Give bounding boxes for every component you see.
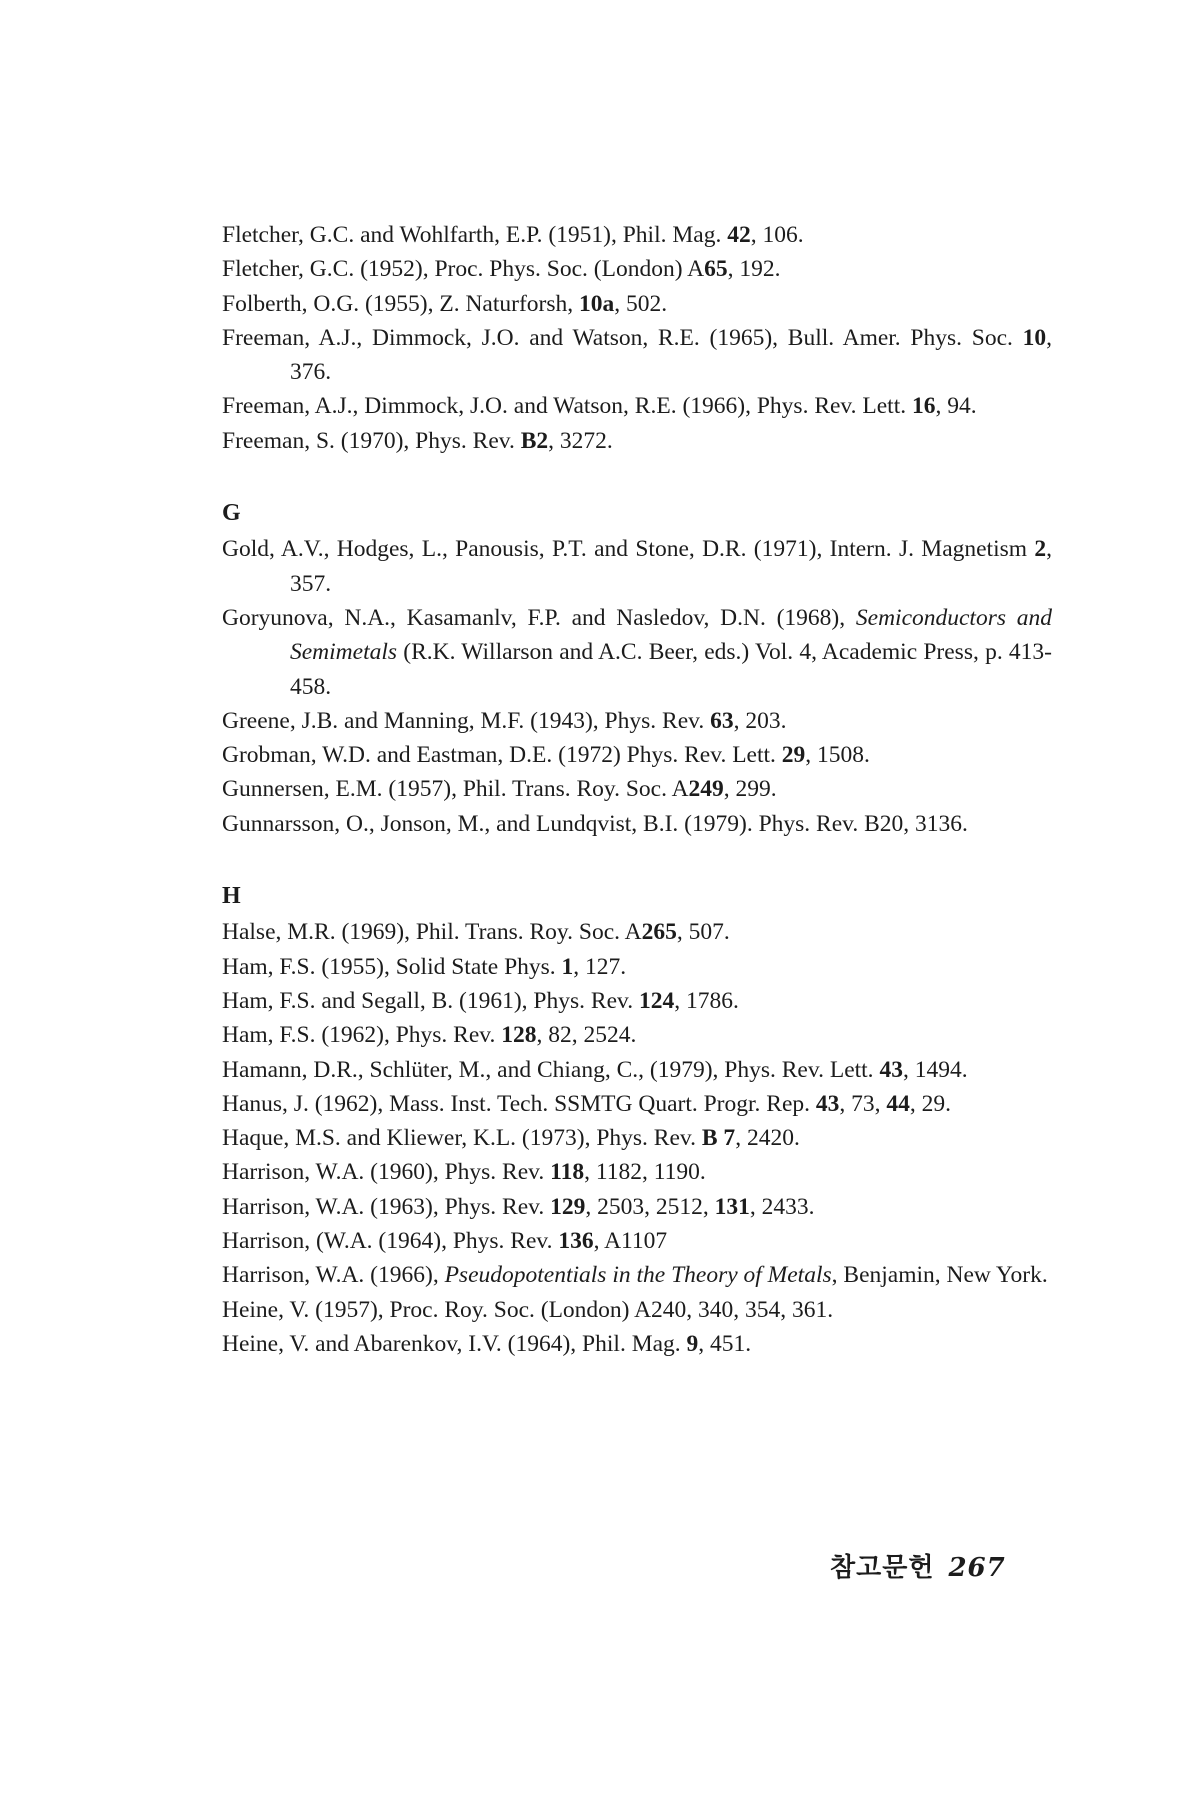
reference-entry: Fletcher, G.C. and Wohlfarth, E.P. (1951), Phil. Mag. 42, 106. bbox=[222, 222, 804, 248]
reference-entry: Harrison, W.A. (1966), Pseudopotentials in the Theory of Metals, Benjamin, New York. bbox=[222, 1262, 1048, 1289]
reference-entry: Freeman, A.J., Dimmock, J.O. and Watson, R.E. (1966), Phys. Rev. Lett. 16, 94. bbox=[222, 393, 977, 420]
references-section-h bbox=[222, 915, 1052, 1361]
references-section-g bbox=[222, 532, 1052, 841]
reference-entry: Fletcher, G.C. (1952), Proc. Phys. Soc. (London) A65, 192. bbox=[222, 256, 781, 283]
reference-entry: Heine, V. and Abarenkov, I.V. (1964), Phil. Mag. 9, 451. bbox=[222, 1330, 752, 1357]
reference-entry: Harrison, W.A. (1960), Phys. Rev. 118, 1182, 1190. bbox=[222, 1159, 706, 1186]
reference-entry: Ham, F.S. (1955), Solid State Phys. 1, 127. bbox=[222, 953, 627, 980]
reference-entry: Ham, F.S. and Segall, B. (1961), Phys. Rev. 124, 1786. bbox=[222, 987, 739, 1014]
reference-entry: Gunnersen, E.M. (1957), Phil. Trans. Roy. Soc. A249, 299. bbox=[222, 776, 777, 803]
reference-entry: Freeman, S. (1970), Phys. Rev. B2, 3272. bbox=[222, 427, 613, 454]
reference-list bbox=[222, 218, 1052, 1361]
reference-entry: Hanus, J. (1962), Mass. Inst. Tech. SSMTG Quart. Progr. Rep. 43, 73, 44, 29. bbox=[222, 1090, 952, 1117]
reference-entry: Ham, F.S. (1962), Phys. Rev. 128, 82, 2524. bbox=[222, 1022, 637, 1049]
reference-entry: Harrison, (W.A. (1964), Phys. Rev. 136, A1107 bbox=[222, 1228, 668, 1255]
page-number: 267 bbox=[948, 1553, 1006, 1583]
reference-entry: Harrison, W.A. (1963), Phys. Rev. 129, 2503, 2512, 131, 2433. bbox=[222, 1193, 815, 1220]
page-footer bbox=[830, 1547, 1006, 1584]
reference-entry: Halse, M.R. (1969), Phil. Trans. Roy. Soc. A265, 507. bbox=[222, 919, 730, 946]
section-heading-h: H bbox=[222, 883, 241, 910]
reference-entry: Gunnarsson, O., Jonson, M., and Lundqvist, B.I. (1979). Phys. Rev. B20, 3136. bbox=[222, 810, 968, 837]
reference-entry: Gold, A.V., Hodges, L., Panousis, P.T. and Stone, D.R. (1971), Intern. J. Magnetism 2, 357. bbox=[222, 536, 1052, 597]
reference-entry: Haque, M.S. and Kliewer, K.L. (1973), Phys. Rev. B 7, 2420. bbox=[222, 1125, 800, 1152]
reference-entry: Folberth, O.G. (1955), Z. Naturforsh, 10a, 502. bbox=[222, 290, 668, 317]
reference-entry: Grobman, W.D. and Eastman, D.E. (1972) Phys. Rev. Lett. 29, 1508. bbox=[222, 742, 870, 769]
reference-entry: Heine, V. (1957), Proc. Roy. Soc. (London) A240, 340, 354, 361. bbox=[222, 1296, 834, 1323]
reference-entry: Hamann, D.R., Schlüter, M., and Chiang, C., (1979), Phys. Rev. Lett. 43, 1494. bbox=[222, 1056, 968, 1083]
footer-label: 참고문헌 bbox=[830, 1553, 935, 1583]
reference-entry: Greene, J.B. and Manning, M.F. (1943), Phys. Rev. 63, 203. bbox=[222, 707, 787, 734]
references-section-f bbox=[222, 218, 1052, 458]
reference-entry: Goryunova, N.A., Kasamanlv, F.P. and Nasledov, D.N. (1968), Semiconductors and Semimetals (R.K. Willarson and A.C. Beer, eds.) Vol. 4, Academic Press, p. 413-458. bbox=[222, 604, 1052, 700]
section-heading-g: G bbox=[222, 500, 241, 527]
reference-entry: Freeman, A.J., Dimmock, J.O. and Watson, R.E. (1965), Bull. Amer. Phys. Soc. 10, 376. bbox=[222, 324, 1052, 386]
